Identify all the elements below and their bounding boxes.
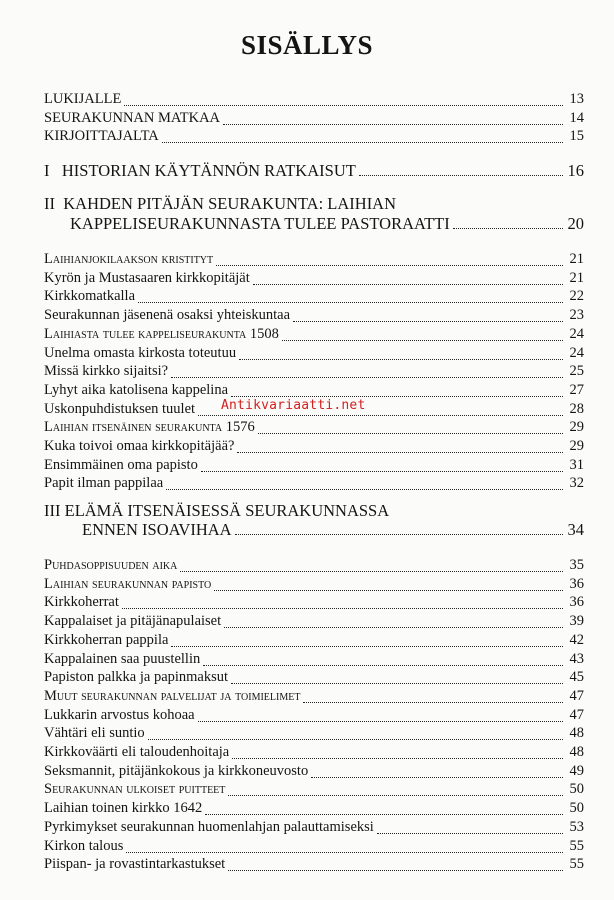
toc-entry-title: Lyhyt aika katolisena kappelina xyxy=(44,381,229,398)
toc-entry-title: Laihian toinen kirkko 1642 xyxy=(44,800,203,817)
toc-entry xyxy=(44,475,584,495)
dot-leader xyxy=(198,721,563,722)
toc-entry-title: Kirkkoherrat xyxy=(44,594,119,611)
dot-leader xyxy=(235,534,563,535)
dot-leader xyxy=(237,452,563,453)
dot-leader xyxy=(216,265,563,266)
toc-entry-page: 36 xyxy=(569,594,584,611)
toc-entry xyxy=(44,707,584,727)
toc-entry xyxy=(44,744,584,764)
dot-leader xyxy=(180,571,563,572)
toc-entry-title: Kirkkoväärti eli taloudenhoitaja xyxy=(44,744,230,760)
toc-entry xyxy=(44,110,584,130)
toc-entry-page: 28 xyxy=(569,400,584,417)
toc-entry xyxy=(44,613,584,633)
toc-entry xyxy=(44,128,584,148)
toc-entry-title: Kirkon talous xyxy=(44,837,124,854)
toc-entry-title: Piispan- ja rovastintarkastukset xyxy=(44,856,226,873)
toc-entry-page: 24 xyxy=(569,325,584,342)
dot-leader xyxy=(377,833,563,834)
toc-entry xyxy=(44,288,584,308)
dot-leader xyxy=(162,142,563,143)
section-page: 16 xyxy=(567,161,584,180)
dot-leader xyxy=(171,646,563,647)
dot-leader xyxy=(253,284,563,285)
dot-leader xyxy=(303,702,563,703)
dot-leader xyxy=(122,608,563,609)
toc-entry-page: 50 xyxy=(569,781,584,798)
toc-entry-page: 22 xyxy=(569,288,584,305)
toc-entry-title: Kuka toivoi omaa kirkkopitäjää? xyxy=(44,438,235,454)
toc-entry xyxy=(44,363,584,383)
toc-entry-title: KIRJOITTAJALTA xyxy=(44,128,159,144)
toc-entry-title: LUKIJALLE xyxy=(44,91,122,107)
toc-entry-page: 47 xyxy=(569,706,584,723)
toc-entry xyxy=(44,688,584,708)
toc-section xyxy=(44,214,584,234)
dot-leader xyxy=(138,302,563,303)
toc-entry-page: 45 xyxy=(569,669,584,686)
toc-entry-title: Seurakunnan jäsenenä osaksi yhteiskuntaa xyxy=(44,307,291,324)
toc-entry-title: Laihiasta tulee kappeliseurakunta 1508 xyxy=(44,325,279,342)
toc-entry xyxy=(44,457,584,477)
toc-entry xyxy=(44,725,584,745)
toc-entry-title: Papiston palkka ja papinmaksut xyxy=(44,669,229,686)
dot-leader xyxy=(203,665,563,666)
toc-entry xyxy=(44,669,584,689)
dot-leader xyxy=(166,489,563,490)
toc-entry xyxy=(44,763,584,783)
toc-entry-title: Laihianjokilaakson kristityt xyxy=(44,251,214,267)
toc-section xyxy=(44,520,584,540)
toc-entry-page: 31 xyxy=(569,456,584,473)
dot-leader xyxy=(453,228,563,229)
toc-entry-page: 43 xyxy=(569,650,584,667)
toc-entry-title: Pyrkimykset seurakunnan huomenlahjan palauttamiseksi xyxy=(44,818,374,835)
dot-leader xyxy=(198,415,563,416)
toc-entry-title: Kappalainen saa puustellin xyxy=(44,650,201,667)
section-title: III ELÄMÄ ITSENÄISESSÄ SEURAKUNNASSA xyxy=(44,501,390,520)
dot-leader xyxy=(239,359,563,360)
dot-leader xyxy=(293,321,563,322)
toc-entry-page: 47 xyxy=(569,687,584,704)
toc-entry-page: 48 xyxy=(569,725,584,742)
toc-entry-title: Unelma omasta kirkosta toteutuu xyxy=(44,344,237,361)
toc-entry-page: 55 xyxy=(569,856,584,873)
dot-leader xyxy=(148,739,563,740)
toc-entry-title: Ensimmäinen oma papisto xyxy=(44,456,198,473)
toc-entry-title: Laihian itsenäinen seurakunta 1576 xyxy=(44,419,255,436)
toc-entry-page: 27 xyxy=(569,381,584,398)
toc-entry-title: Muut seurakunnan palvelijat ja toimielimet xyxy=(44,687,301,704)
section-page: 34 xyxy=(567,520,584,539)
dot-leader xyxy=(231,396,563,397)
dot-leader xyxy=(282,340,563,341)
toc-entry xyxy=(44,781,584,801)
toc-entry-page: 25 xyxy=(569,363,584,380)
toc-entry-page: 15 xyxy=(569,128,584,144)
toc-entry xyxy=(44,557,584,577)
dot-leader xyxy=(228,870,563,871)
toc-entry-title: Seurakunnan ulkoiset puitteet xyxy=(44,781,226,798)
toc-entry xyxy=(44,838,584,858)
toc-entry-title: Kirkkoherran pappila xyxy=(44,631,169,648)
toc-entry xyxy=(44,856,584,876)
toc-entry-title: Kirkkomatkalla xyxy=(44,288,136,305)
toc-entry-title: Missä kirkko sijaitsi? xyxy=(44,363,169,380)
dot-leader xyxy=(258,433,563,434)
toc-entry-title: Laihian seurakunnan papisto xyxy=(44,575,212,592)
dot-leader xyxy=(201,471,563,472)
toc-entry-page: 21 xyxy=(569,269,584,286)
toc-entry-title: Vähtäri eli suntio xyxy=(44,725,145,742)
toc-entry xyxy=(44,419,584,439)
toc-entry xyxy=(44,345,584,365)
toc-entry-page: 42 xyxy=(569,631,584,648)
dot-leader xyxy=(232,758,563,759)
dot-leader xyxy=(124,105,563,106)
dot-leader xyxy=(311,777,563,778)
toc-entry-page: 49 xyxy=(569,762,584,779)
toc-entry-title: Seksmannit, pitäjänkokous ja kirkkoneuvosto xyxy=(44,762,309,779)
toc-entry xyxy=(44,438,584,458)
section-page: 20 xyxy=(567,214,584,233)
section-title-cont: KAPPELISEURAKUNNASTA TULEE PASTORAATTI xyxy=(70,214,450,233)
section-title: I HISTORIAN KÄYTÄNNÖN RATKAISUT xyxy=(44,161,356,180)
watermark-text: Antikvariaatti.net xyxy=(221,398,366,413)
toc-entry-page: 35 xyxy=(569,557,584,573)
toc-entry xyxy=(44,632,584,652)
toc-entry-page: 32 xyxy=(569,475,584,492)
toc-entry-page: 23 xyxy=(569,307,584,324)
toc-entry-title: Kyrön ja Mustasaaren kirkkopitäjät xyxy=(44,269,250,286)
dot-leader xyxy=(223,124,563,125)
toc-entry-page: 50 xyxy=(569,800,584,817)
toc-entry xyxy=(44,651,584,671)
toc-entry-title: Uskonpuhdistuksen tuulet xyxy=(44,400,196,417)
toc-entry-title: SEURAKUNNAN MATKAA xyxy=(44,110,221,126)
toc-entry xyxy=(44,800,584,820)
toc-entry-page: 14 xyxy=(569,110,584,126)
toc-entry xyxy=(44,91,584,111)
toc-section xyxy=(44,161,584,181)
toc-entry xyxy=(44,594,584,614)
dot-leader xyxy=(171,377,563,378)
toc-entry-page: 53 xyxy=(569,818,584,835)
toc-entry-page: 48 xyxy=(569,744,584,760)
dot-leader xyxy=(228,795,563,796)
toc-entry-page: 55 xyxy=(569,837,584,854)
section-title-cont: ENNEN ISOAVIHAA xyxy=(82,520,232,539)
toc-entry-page: 36 xyxy=(569,575,584,592)
dot-leader xyxy=(224,627,563,628)
dot-leader xyxy=(214,590,563,591)
toc-entry-page: 39 xyxy=(569,613,584,630)
toc-entry xyxy=(44,819,584,839)
toc-entry-page: 29 xyxy=(569,438,584,454)
toc-entry xyxy=(44,307,584,327)
page-title: SISÄLLYS xyxy=(240,30,374,60)
toc-entry-page: 24 xyxy=(569,344,584,361)
dot-leader xyxy=(126,852,563,853)
toc-entry xyxy=(44,270,584,290)
toc-entry-title: Lukkarin arvostus kohoaa xyxy=(44,706,195,723)
dot-leader xyxy=(359,175,563,176)
toc-entry-title: Puhdasoppisuuden aika xyxy=(44,557,178,573)
toc-entry-title: Papit ilman pappilaa xyxy=(44,475,164,492)
toc-entry-page: 21 xyxy=(569,251,584,267)
toc-entry xyxy=(44,326,584,346)
toc-entry-title: Kappalaiset ja pitäjänapulaiset xyxy=(44,613,222,630)
dot-leader xyxy=(205,814,563,815)
toc-entry xyxy=(44,576,584,596)
toc-entry-page: 29 xyxy=(569,419,584,436)
toc-entry xyxy=(44,251,584,271)
section-title: II KAHDEN PITÄJÄN SEURAKUNTA: LAIHIAN xyxy=(44,194,397,213)
dot-leader xyxy=(231,683,563,684)
toc-entry-page: 13 xyxy=(569,91,584,107)
